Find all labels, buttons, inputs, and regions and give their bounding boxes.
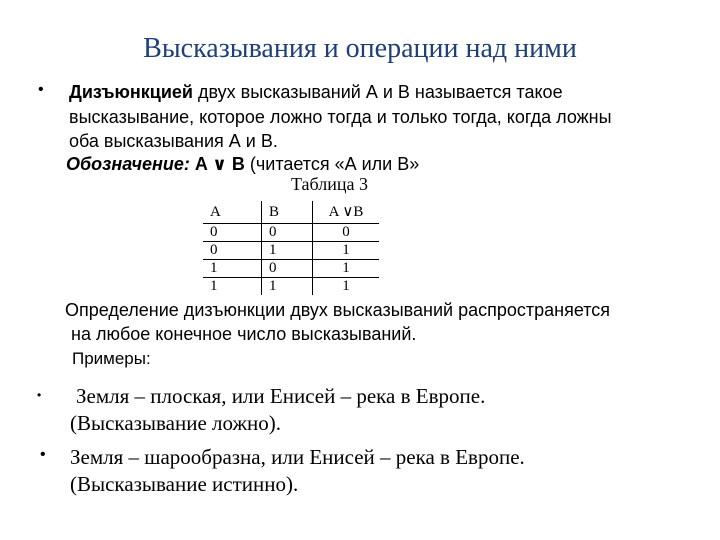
bullet-icon: • [40, 446, 46, 463]
table-cell: 0 [313, 224, 380, 242]
extension-paragraph [65, 298, 695, 346]
example-item [70, 444, 710, 498]
table-row [203, 224, 379, 242]
extension-line-1: Определение дизъюнкции двух высказываний распространяется [65, 300, 611, 320]
example-line-1: Земля – шарообразна, или Енисей – река в Европе. [70, 445, 525, 469]
definition-term: Дизъюнкцией [69, 82, 193, 102]
table-cell: 0 [203, 224, 262, 242]
table-cell: 0 [262, 224, 313, 242]
example-line-1: Земля – плоская, или Енисей – река в Европе. [76, 384, 486, 408]
table-header-row [203, 201, 379, 224]
table-cell: 1 [203, 278, 262, 296]
table-row [203, 242, 379, 260]
definition-paragraph [69, 80, 689, 154]
table-cell: 0 [203, 242, 262, 260]
definition-line-3: оба высказывания А и В. [69, 131, 278, 151]
table-row [203, 278, 379, 296]
table-cell: 1 [262, 278, 313, 296]
example-item [70, 383, 710, 437]
definition-line-2: высказывание, которое ложно тогда и только тогда, когда ложны [69, 106, 612, 127]
notation-reading: (читается «А или В» [249, 154, 420, 174]
table-row [203, 260, 379, 278]
table-header-a-or-b: A ∨B [313, 201, 380, 224]
definition-line-1 [69, 80, 689, 105]
bullet-icon: • [38, 81, 44, 98]
table-cell: 1 [342, 278, 350, 294]
notation-line [66, 152, 686, 176]
table-cell: 0 [262, 260, 313, 278]
notation-expression: A ∨ B [194, 154, 245, 174]
truth-table [203, 201, 379, 295]
table-cell: 1 [313, 260, 380, 278]
table-caption: Таблица 3 [291, 174, 368, 194]
example-line-2: (Высказывание ложно). [70, 411, 281, 435]
table-header-a: A [203, 201, 262, 224]
table-cell: 1 [262, 242, 313, 260]
notation-label: Обозначение: [66, 154, 190, 174]
examples-label: Примеры: [72, 349, 151, 368]
bullet-icon: • [37, 388, 42, 402]
table-cell: 1 [203, 260, 262, 278]
slide-title: Высказывания и операции над ними [143, 33, 577, 64]
table-header-b: B [262, 201, 313, 224]
table-cell: 1 [313, 242, 380, 260]
definition-line-1-rest: двух высказываний А и В называется такое [192, 82, 563, 102]
example-line-2: (Высказывание истинно). [70, 472, 299, 496]
extension-line-2: на любое конечное число высказываний. [71, 324, 417, 344]
